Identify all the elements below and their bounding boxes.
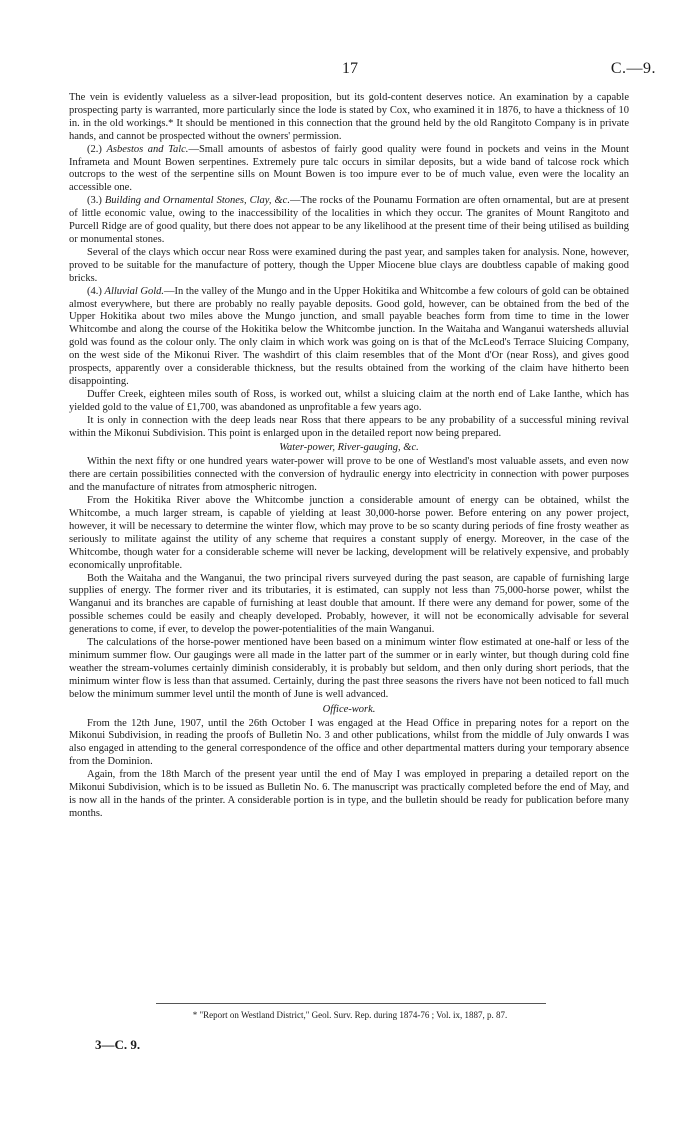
footnote: * "Report on Westland District," Geol. Surv. Rep. during 1874-76 ; Vol. ix, 1887, p. 87. xyxy=(192,1010,508,1020)
paragraph-text: —Small amounts of asbestos of fairly good quality were found in pockets and veins in the Mount Inframeta and Mount Bowen serpentines. Extremely pure talc occurs in similar deposits, but a wide band of talcose rock which outcrops to the west of the serpentine sills on Mount Bowen is too impure ever to be of much value, even were the locality an accessible one. xyxy=(69,143,630,194)
paragraph-office-1907: From the 12th June, 1907, until the 26th October I was engaged at the Head Office in preparing notes for a report on the Mikonui Subdivision, in reading the proofs of Bulletin No. 3 and other publications, whilst from the middle of July onwards I was also engaged in attending to the general correspondence of the office and other departmental matters during your temporary absence from the Dominion. xyxy=(69,717,629,768)
paragraph-text: —The rocks of the Pounamu Formation are often ornamental, but are at present of little economic value, owing to the inaccessibility of the localities in which they occur. The granites of Mount Rangitoto and Purcell Ridge are of good quality, but there does not appear to be any likelihood at the present time of their being utilised as building or monumental stones. xyxy=(69,195,630,245)
paragraph-lead: Alluvial Gold. xyxy=(104,285,165,297)
paragraph-building-stones xyxy=(69,195,629,247)
paragraph-lead: Asbestos and Talc. xyxy=(106,143,189,155)
item-number: (3.) xyxy=(87,195,102,207)
paragraph-waitaha-wanganui: Both the Waitaha and the Wanganui, the two principal rivers surveyed during the past season, are capable of furnishing large supplies of energy. The former river and its tributaries, it is estimated, can supply not less than 75,000-horse power, whilst the Wanganui and its branches are capable of furnishing at least double that amount. If there were any demand for power, some of the possible schemes could be easily and cheaply developed. Probably, however, it will not be economically advisable for several generations to come, if ever, to develop the power-potentialities of the main Wanganui. xyxy=(69,572,629,636)
paragraph-text: —In the valley of the Mungo and in the Upper Hokitika and Whitcombe a few colours of gold can be obtained almost everywhere, but there are probably no really payable deposits. Good gold, however, can be obtained from the bed of the Upper Hokitika about two miles above the Mungo junction, and small payable beaches form from time to time in the lower Whitcombe and along the course of the Hokitika below the Whitcombe junction. In the Waitaha and Wanganui watersheds alluvial gold was found as the colour only. The only claim in which work was going on is that of the McLeod's Terrace Sluicing Company, on the west side of the Mikonui River. The washdirt of this claim resembles that of the Mont d'Or (near Ross), and gives good prospects, apparently over a considerable thickness, but the results obtained from the working of the claim have hitherto been disappointing. xyxy=(69,285,629,387)
paragraph-hokitika-power: From the Hokitika River above the Whitcombe junction a considerable amount of energy can be obtained, whilst the Whitcombe, a much larger stream, is capable of yielding at least 30,000-horse power. Before entering on any power project, however, it will be necessary to determine the winter flow, which may prove to be so scanty during periods of fine frosty weather as seriously to militate against the utility of any scheme that requires a constant supply of energy. Moreover, in the case of the Whitcombe, though water for a considerable scheme will never be lacking, development will be relatively expensive, and probably economically unprofitable. xyxy=(69,495,629,571)
paragraph-duffer-creek: Duffer Creek, eighteen miles south of Ross, is worked out, whilst a sluicing claim at the north end of Lake Ianthe, which has yielded gold to the value of £1,700, was abandoned as unprofitable a few years ago. xyxy=(69,388,629,413)
document-reference: C.—9. xyxy=(610,60,656,77)
paragraph-lead: Building and Ornamental Stones, Clay, &c. xyxy=(104,195,290,207)
section-heading-water-power: Water-power, River-gauging, &c. xyxy=(279,442,419,454)
body-text xyxy=(69,92,629,821)
signature-reference: 3—C. 9. xyxy=(95,1037,141,1052)
page-number: 17 xyxy=(342,60,358,77)
paragraph-water-assets: Within the next fifty or one hundred years water-power will prove to be one of Westland's most valuable assets, and even now there are certain possibilities connected with the conversion of hydraulic energy into electricity in connection with power purposes and the manufacture of nitrates from atmospheric nitrogen. xyxy=(69,456,629,494)
paragraph-office-march: Again, from the 18th March of the present year until the end of May I was employed in preparing a detailed report on the Mikonui Subdivision, which is to be issued as Bulletin No. 6. The manuscript was practically completed before the end of May, and is now all in the hands of the printer. A considerable portion is in type, and the bulletin should be ready for publication before many months. xyxy=(69,769,629,819)
item-number: (4.) xyxy=(87,285,102,297)
paragraph-asbestos xyxy=(69,144,629,196)
section-heading-office-work: Office-work. xyxy=(322,703,376,715)
item-number: (2.) xyxy=(87,143,102,155)
footnote-divider xyxy=(156,1003,546,1004)
paragraph-clays: Several of the clays which occur near Ross were examined during the past year, and samples taken for analysis. None, however, proved to be suitable for the manufacture of pottery, though the Upper Miocene blue clays are doubtless capable of making good bricks. xyxy=(69,246,629,284)
paragraph-deep-leads: It is only in connection with the deep leads near Ross that there appears to be any probability of a successful mining revival within the Mikonui Subdivision. This point is enlarged upon in the detailed report now being prepared. xyxy=(69,414,629,439)
paragraph-calculations: The calculations of the horse-power mentioned have been based on a minimum winter flow estimated at one-half or less of the minimum summer flow. Our gaugings were all made in the latter part of the summer or in early winter, but though during cold fine weather the stream-volumes certainly diminish considerably, it is probably but seldom, and then only during short periods, that the minimum winter flow is less than that assumed. Certainly, during the past three seasons the rivers have not been noticed to fall much below the minimum summer level until the month of June is well advanced. xyxy=(69,637,629,700)
paragraph-alluvial-gold xyxy=(69,286,629,389)
paragraph-lode: The vein is evidently valueless as a silver-lead proposition, but its gold-content deserves notice. An examination by a capable prospecting party is warranted, more particularly since the lode is stated by Cox, who examined it in 1876, to have a thickness of 10 in. in the old workings.* It should be mentioned in this connection that the ground held by the old Rangitoto Company is in private hands, and cannot be prospected without the owners' permission. xyxy=(69,92,629,142)
